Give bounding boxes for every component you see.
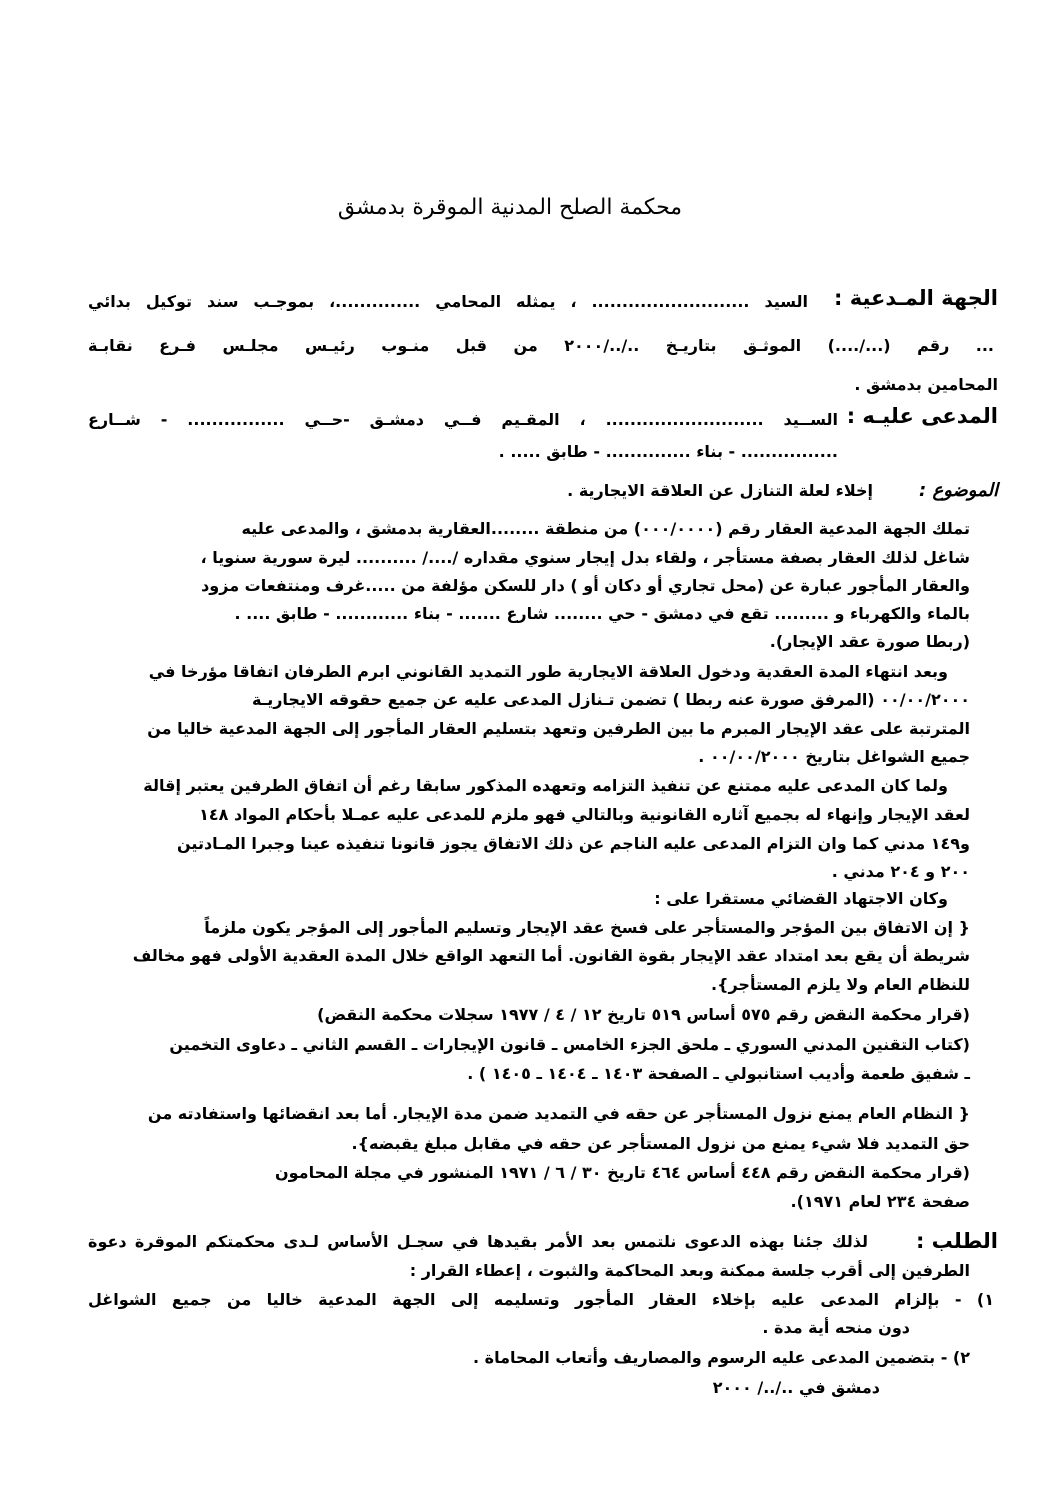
body-line: لعقد الإيجار وإنهاء له بجميع آثاره القانونية وبالتالي فهو ملزم للمدعى عليه عمـلا بأحكام المواد ١٤٨ — [199, 805, 970, 824]
request-line: الطرفين إلى أقرب جلسة ممكنة وبعد المحاكمة والثبوت ، إعطاء القرار : — [409, 1261, 970, 1280]
subject-label: الموضوع : — [919, 480, 998, 501]
body-line: وكان الاجتهاد القضائي مستقرا على : — [654, 889, 948, 908]
body-line: (قرار محكمة النقض رقم ٥٧٥ أساس ٥١٩ تاريخ ١٢ / ٤ / ١٩٧٧ سجلات محكمة النقض) — [317, 1005, 970, 1024]
request-line: دون منحه أية مدة . — [762, 1318, 910, 1337]
body-line: (قرار محكمة النقض رقم ٤٤٨ أساس ٤٦٤ تاريخ ٣٠ / ٦ / ١٩٧١ المنشور في مجلة المحامون — [274, 1163, 970, 1182]
body-line: ٢٠٠ و ٢٠٤ مدني . — [831, 862, 970, 881]
body-line: حق التمديد فلا شيء يمنع من نزول المستأجر عن حقه في مقابل مبلغ يقبضه}. — [351, 1134, 970, 1153]
document-title: محكمة الصلح المدنية الموقرة بدمشق — [337, 195, 683, 220]
body-line: وبعد انتهاء المدة العقدية ودخول العلاقة الايجارية طور التمديد القانوني ابرم الطرفان اتفاقا مؤرخا في — [148, 662, 948, 681]
body-line: (كتاب التقنين المدني السوري ـ ملحق الجزء الخامس ـ قانون الإيجارات ـ القسم الثاني ـ دعاوى التخمين — [169, 1035, 970, 1054]
body-line: ٠٠/٠٠/٢٠٠٠ (المرفق صورة عنه ربطا ) تضمن تـنازل المدعى عليه عن جميع حقوقه الايجاريـة — [252, 690, 970, 709]
request-label: الطلب : — [915, 1229, 998, 1253]
body-line: بالماء والكهرباء و ......... تقع في دمشق - حي ........ شارع ....... - بناء ............ - طابق .... . — [234, 604, 970, 623]
plaintiff-line: السيد .......................... ، يمثله المحامي ..............، بموجـب سند توكيل بدائي — [88, 292, 808, 311]
body-line: ـ شفيق طعمة وأديب استانبولي ـ الصفحة ١٤٠٣ ـ ١٤٠٤ ـ ١٤٠٥ ) . — [467, 1064, 970, 1083]
body-line: والعقار المأجور عبارة عن (محل تجاري أو دكان أو ) دار للسكن مؤلفة من .....غرف ومنتفعات مزود — [201, 576, 970, 595]
body-line: ولما كان المدعى عليه ممتنع عن تنفيذ التزامه وتعهده المذكور سابقا رغم أن اتفاق الطرفين يعتبر إقالة — [143, 776, 948, 795]
request-line: لذلك جئنا بهذه الدعوى نلتمس بعد الأمر بقيدها في سجـل الأساس لـدى محكمتكم الموقرة دعوة — [88, 1232, 868, 1251]
defendant-line: الســيد .......................... ، المقـيم فــي دمشـق -حــي ................ - شــارع — [88, 410, 838, 429]
body-line: { النظام العام يمنع نزول المستأجر عن حقه في التمديد ضمن مدة الإيجار. أما بعد انقضائها واستفادته من — [147, 1104, 970, 1123]
body-line: المترتبة على عقد الإيجار المبرم ما بين الطرفين وتعهد بتسليم العقار المأجور إلى الجهة المدعية خاليا من — [147, 719, 970, 738]
body-line: تملك الجهة المدعية العقار رقم (٠٠٠/٠٠٠٠) من منطقة ........العقارية بدمشق ، والمدعى عليه — [241, 519, 970, 538]
subject-text: إخلاء لعلة التنازل عن العلاقة الايجارية . — [567, 481, 873, 500]
body-line: صفحة ٢٣٤ لعام ١٩٧١). — [790, 1192, 970, 1211]
body-line: { إن الاتفاق بين المؤجر والمستأجر على فسخ عقد الإيجار وتسليم المأجور إلى المؤجر يكون ملزماً — [204, 918, 970, 937]
body-line: جميع الشواغل بتاريخ ٠٠/٠٠/٢٠٠٠ . — [698, 747, 970, 766]
body-line: (ربطا صورة عقد الإيجار). — [769, 632, 970, 651]
body-line: شريطة أن يقع بعد امتداد عقد الإيجار بقوة القانون. أما التعهد الواقع خلال المدة العقدية الأولى فهو مخالف — [132, 946, 970, 965]
body-line: و١٤٩ مدني كما وان التزام المدعى عليه الناجم عن ذلك الاتفاق يجوز قانونا تنفيذه عينا وجبرا المـادتين — [177, 834, 970, 853]
request-line: ١) - بإلزام المدعى عليه بإخلاء العقار المأجور وتسليمه إلى الجهة المدعية خاليا من جميع الشواغل — [88, 1290, 994, 1309]
plaintiff-line: ... رقم (.../....) الموثـق بتاريـخ ../../٢٠٠٠ من قبل منـوب رئيـس مجلـس فـرع نقابـة — [88, 336, 995, 355]
request-line: ٢) - بتضمين المدعى عليه الرسوم والمصاريف وأتعاب المحاماة . — [473, 1348, 970, 1367]
defendant-line: ................ - بناء .............. - طابق ..... . — [498, 442, 838, 461]
plaintiff-label: الجهة المـدعية : — [834, 286, 998, 310]
defendant-label: المدعى عليـه : — [846, 404, 998, 428]
plaintiff-line: المحامين بدمشق . — [854, 375, 998, 394]
request-date: دمشق في ../../ ٢٠٠٠ — [712, 1378, 880, 1397]
body-line: شاغل لذلك العقار بصفة مستأجر ، ولقاء بدل إيجار سنوي مقداره /..../ .......... ليرة سورية سنويا ، — [200, 548, 970, 567]
body-line: للنظام العام ولا يلزم المستأجر}. — [711, 975, 970, 994]
